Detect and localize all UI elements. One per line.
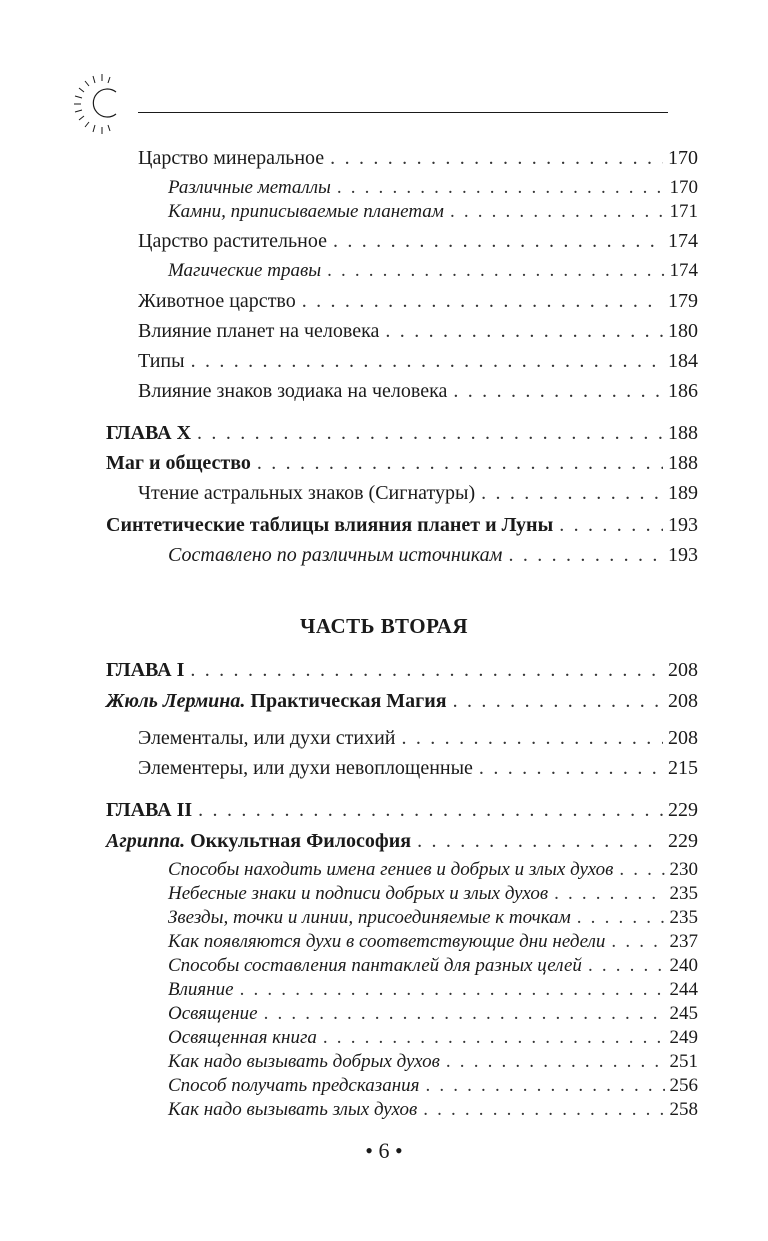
- toc-entry-page: 186: [668, 380, 698, 402]
- toc-entry-title: Царство растительное: [138, 230, 327, 252]
- leader-dots: [302, 289, 663, 313]
- toc-entry[interactable]: [138, 349, 698, 373]
- toc-entry-title: Как надо вызывать злых духов: [168, 1099, 418, 1120]
- leader-dots: [588, 955, 665, 977]
- toc-entry[interactable]: [138, 319, 698, 343]
- leader-dots: [417, 829, 663, 853]
- toc-entry-title: Освящение: [168, 1003, 258, 1024]
- toc-chapter[interactable]: [106, 658, 698, 682]
- leader-dots: [508, 543, 663, 567]
- toc-entry-title: Магические травы: [168, 260, 322, 281]
- toc-entry[interactable]: [138, 146, 698, 170]
- toc-entry-page: 188: [668, 452, 698, 474]
- leader-dots: [385, 319, 663, 343]
- toc-entry-page: 245: [669, 1003, 698, 1024]
- toc-entry-page: 251: [669, 1051, 698, 1072]
- toc-entry-title: Способы находить имена гениев и добрых и злых духов: [168, 859, 614, 880]
- toc-entry-page: 258: [669, 1099, 698, 1120]
- toc-entry[interactable]: [168, 979, 698, 1001]
- toc-entry-title: Влияние: [168, 979, 234, 1000]
- toc-entry-title: ГЛАВА II: [106, 799, 193, 821]
- toc-section[interactable]: [106, 451, 698, 475]
- toc-entry-page: 170: [669, 177, 698, 198]
- toc-entry-page: 179: [668, 290, 698, 312]
- toc-entry-page: 229: [668, 799, 698, 821]
- leader-dots: [453, 689, 663, 713]
- toc-entry-page: 244: [669, 979, 698, 1000]
- toc-entry[interactable]: [168, 907, 698, 929]
- toc-entry-page: 229: [668, 830, 698, 852]
- toc-entry-page: 193: [668, 544, 698, 566]
- toc-entry-page: 230: [669, 859, 698, 880]
- toc-entry[interactable]: [138, 379, 698, 403]
- toc-entry-title: Освященная книга: [168, 1027, 317, 1048]
- leader-dots: [481, 481, 663, 505]
- leader-dots: [198, 798, 663, 822]
- toc-entry-page: 256: [669, 1075, 698, 1096]
- part-title: ЧАСТЬ ВТОРАЯ: [299, 614, 469, 638]
- toc-entry-page: 235: [669, 883, 698, 904]
- toc-entry[interactable]: [168, 1051, 698, 1073]
- leader-dots: [446, 1051, 665, 1073]
- toc-entry-title: Элементалы, или духи стихий: [138, 727, 396, 749]
- leader-dots: [197, 421, 663, 445]
- leader-dots: [425, 1075, 664, 1097]
- toc-entry-work: Практическая Магия: [250, 690, 447, 712]
- toc-entry-page: 188: [668, 422, 698, 444]
- toc-entry[interactable]: [168, 931, 698, 953]
- toc-entry-title: Небесные знаки и подписи добрых и злых духов: [168, 883, 549, 904]
- toc-entry-page: 174: [668, 230, 698, 252]
- toc-entry-page: 249: [669, 1027, 698, 1048]
- toc-entry[interactable]: [168, 1075, 698, 1097]
- toc-entry[interactable]: [168, 177, 698, 199]
- toc-section[interactable]: [106, 689, 698, 713]
- leader-dots: [264, 1003, 665, 1025]
- toc-entry-author: Агриппа.: [106, 830, 186, 852]
- toc-entry-title: Царство минеральное: [138, 147, 325, 169]
- toc-entry-page: 237: [669, 931, 698, 952]
- toc-entry-title: Синтетические таблицы влияния планет и Луны: [106, 514, 554, 536]
- toc-entry-title: ГЛАВА I: [106, 659, 185, 681]
- toc-entry[interactable]: [168, 883, 698, 905]
- toc-entry-title: Звезды, точки и линии, присоединяемые к точкам: [168, 907, 571, 928]
- toc-entry-page: 193: [668, 514, 698, 536]
- leader-dots: [453, 379, 663, 403]
- toc-chapter[interactable]: [106, 421, 698, 445]
- toc-entry[interactable]: [138, 289, 698, 313]
- toc-section[interactable]: [106, 513, 698, 537]
- toc-entry-title: Как появляются духи в соответствующие дни недели: [168, 931, 606, 952]
- leader-dots: [337, 177, 665, 199]
- leader-dots: [257, 451, 663, 475]
- leader-dots: [401, 726, 663, 750]
- leader-dots: [191, 349, 663, 373]
- toc-entry[interactable]: [168, 955, 698, 977]
- toc-entry-page: 215: [668, 757, 698, 779]
- leader-dots: [327, 260, 664, 282]
- leader-dots: [330, 146, 663, 170]
- leader-dots: [559, 513, 663, 537]
- toc-entry-title: Способ получать предсказания: [168, 1075, 420, 1096]
- leader-dots: [240, 979, 665, 1001]
- toc-entry[interactable]: [168, 1027, 698, 1049]
- toc-entry[interactable]: [168, 859, 698, 881]
- leader-dots: [554, 883, 664, 905]
- toc-entry-page: 208: [668, 727, 698, 749]
- toc-entry-title: Маг и общество: [106, 452, 251, 474]
- toc-section[interactable]: [106, 829, 698, 853]
- leader-dots: [333, 229, 663, 253]
- toc-entry[interactable]: [138, 229, 698, 253]
- toc-entry-page: 189: [668, 482, 698, 504]
- toc-entry-work: Оккультная Философия: [190, 830, 412, 852]
- toc-entry[interactable]: [168, 260, 698, 282]
- toc-entry-page: 184: [668, 350, 698, 372]
- toc-entry[interactable]: [168, 1099, 698, 1121]
- toc-entry-title: Как надо вызывать добрых духов: [168, 1051, 440, 1072]
- toc-entry-title: Способы составления пантаклей для разных целей: [168, 955, 582, 976]
- toc-entry[interactable]: [168, 201, 698, 223]
- toc-entry-page: 208: [668, 659, 698, 681]
- leader-dots: [611, 931, 664, 953]
- toc-entry-page: 240: [669, 955, 698, 976]
- toc-entry-page: 208: [668, 690, 698, 712]
- leader-dots: [619, 859, 664, 881]
- toc-entry-title: Различные металлы: [168, 177, 331, 198]
- leader-dots: [450, 201, 665, 223]
- toc-entry[interactable]: [168, 1003, 698, 1025]
- leader-dots: [479, 756, 663, 780]
- leader-dots: [323, 1027, 665, 1049]
- leader-dots: [577, 907, 665, 929]
- toc-entry-title: Составлено по различным источникам: [168, 544, 503, 566]
- toc-entry-page: 174: [669, 260, 698, 281]
- toc-entry[interactable]: [138, 481, 698, 505]
- header-rule: [138, 112, 668, 113]
- toc-entry-page: 235: [669, 907, 698, 928]
- toc-entry-title: [106, 829, 411, 853]
- toc-entry-title: Типы: [138, 350, 185, 372]
- leader-dots: [423, 1099, 664, 1121]
- page-number: • 6 •: [365, 1138, 403, 1163]
- toc-chapter[interactable]: [106, 798, 698, 822]
- toc-entry-title: Чтение астральных знаков (Сигнатуры): [138, 482, 476, 504]
- toc-entry-title: ГЛАВА X: [106, 422, 192, 444]
- sun-icon: [64, 68, 134, 138]
- toc-entry-title: Влияние знаков зодиака на человека: [138, 380, 448, 402]
- toc-entry-page: 180: [668, 320, 698, 342]
- toc-entry-title: [106, 689, 447, 713]
- toc-entry-title: Животное царство: [138, 290, 296, 312]
- toc-entry-title: Камни, приписываемые планетам: [168, 201, 444, 222]
- toc-entry-page: 171: [669, 201, 698, 222]
- toc-entry-author: Жюль Лермина.: [106, 690, 246, 712]
- toc-entry-title: Влияние планет на человека: [138, 320, 380, 342]
- toc-entry[interactable]: [168, 543, 698, 567]
- toc-entry-title: Элементеры, или духи невоплощенные: [138, 757, 473, 779]
- leader-dots: [190, 658, 663, 682]
- toc-entry[interactable]: [138, 726, 698, 750]
- toc-entry-page: 170: [668, 147, 698, 169]
- toc-entry[interactable]: [138, 756, 698, 780]
